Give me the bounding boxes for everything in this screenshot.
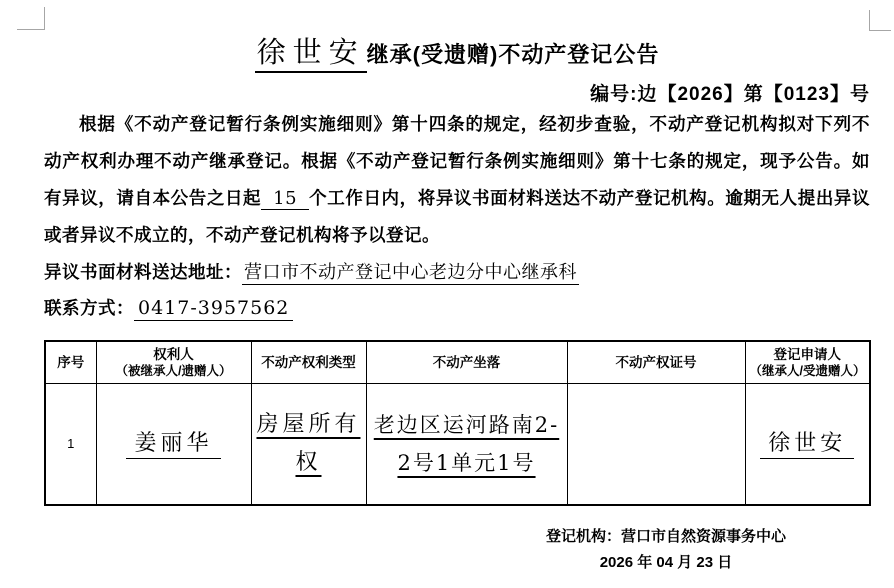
header-seq <box>45 341 96 383</box>
header-applicant <box>745 341 870 383</box>
header-location-label: 不动产坐落 <box>432 354 501 370</box>
header-owner <box>96 341 251 383</box>
header-applicant-label: 登记申请人 <box>773 346 841 362</box>
body-text-before-days: 根据《不动产登记暂行条例实施细则》第十四条的规定，经初步查验，不动产登记机构拟对下列不动产权利办理不动产继承登记。根据《不动产登记暂行条例实施细则》第十七条的规定，现予公告。如有异议，请自本公告之日起 <box>44 114 870 208</box>
objection-address-label: 异议书面材料送达地址： <box>44 262 242 282</box>
registration-table <box>44 340 871 506</box>
cell-location <box>366 383 567 505</box>
cell-owner <box>96 383 251 505</box>
footer-date: 2026 年 04 月 23 日 <box>599 554 733 571</box>
header-owner-sublabel: （被继承人/遗赠人） <box>115 363 232 378</box>
cell-seq: 1 <box>45 383 96 505</box>
table-header-row <box>45 341 870 383</box>
header-owner-label: 权利人 <box>153 346 194 362</box>
document-number: 编号:边【2026】第【0123】号 <box>590 84 870 105</box>
objection-address-line <box>44 258 579 284</box>
crop-mark-top-left-icon <box>17 7 45 30</box>
header-applicant-sublabel: （继承人/受遗赠人） <box>749 363 866 378</box>
cell-cert-no <box>567 383 745 505</box>
contact-phone-value: 0417-3957562 <box>134 297 293 321</box>
table-row <box>45 383 870 505</box>
header-right-type <box>251 341 366 383</box>
contact-line <box>44 295 293 320</box>
applicant-value: 徐世安 <box>760 431 854 459</box>
registration-table-wrapper <box>44 340 871 506</box>
header-cert-no <box>567 341 745 383</box>
right-type-value: 房屋所有权 <box>256 411 361 475</box>
notice-body-paragraph <box>44 106 870 254</box>
footer <box>500 524 832 576</box>
body-text-after-days: 个工作日内，将异议书面材料送达不动产登记机构。逾期无人提出异议或者异议不成立的，不动产登记机构将予以登记。 <box>44 188 871 245</box>
contact-label: 联系方式： <box>44 298 134 318</box>
title-suffix: 继承(受遗赠)不动产登记公告 <box>366 42 660 67</box>
header-cert-no-label: 不动产权证号 <box>615 354 697 370</box>
objection-address-value: 营口市不动产登记中心老边分中心继承科 <box>244 262 577 283</box>
header-seq-label: 序号 <box>57 354 85 370</box>
header-location <box>366 341 567 383</box>
document-title <box>44 30 870 71</box>
crop-mark-top-right-icon <box>869 10 891 31</box>
objection-days-value: 15 <box>261 188 309 210</box>
owner-value: 姜丽华 <box>126 431 220 459</box>
title-heir-name: 徐世安 <box>255 35 367 73</box>
header-right-type-label: 不动产权利类型 <box>261 354 356 370</box>
location-value: 老边区运河路南2-2号1单元1号 <box>373 412 560 475</box>
footer-registration-org: 登记机构：营口市自然资源事务中心 <box>545 528 786 545</box>
cell-right-type <box>251 383 366 505</box>
cell-applicant <box>745 383 870 505</box>
